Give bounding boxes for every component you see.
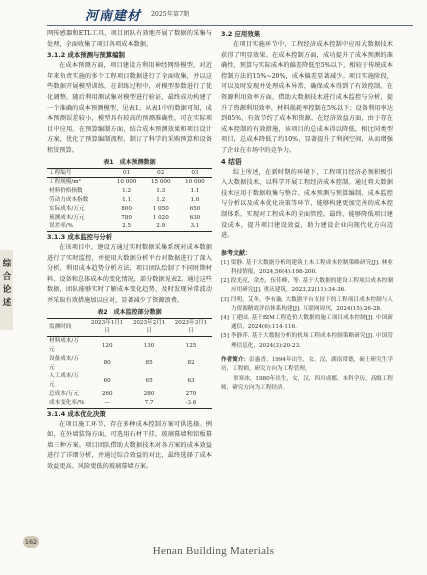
table-cell: 280 [143,391,155,398]
table-header-cell: 03 [191,169,199,176]
paragraph: 在项目施工环节，存在多种成本控制方案可供选择。例如，在外墙装饰方面，可选用石材干挂、玻璃幕墙和铝板幕墙三种方案。项目团队借助大数据技术对各方案的成本效益进行了详细分析，并通过综合效益的对比，最终选择了成本效益更高、风险更低的玻璃幕墙方案。 [47,420,212,471]
header-rule [47,25,413,26]
table-header-cell: 监测时间 [49,324,72,331]
table-cell: 设备成本/万元 [49,355,79,371]
reference-item: [2] 段光亮，余杰，伍佳峰，等. 基于大数据的建设工程项目成本控制应用研究[J]. 重庆建筑，2023,22(11):34-36. [221,278,393,294]
reference-item: [3] 闫明，艾冬，李有璇. 大数据平台支持下的工程项目成本控制与人力资源精效评估体系构建[J]. 互联网周刊，2024(15):26-28. [221,296,393,312]
table-cell: 1.0 [190,196,200,203]
table-header-cell: 2023年3月1日 [174,319,208,335]
table-cell: 1 050 [152,205,169,212]
table-cell: 材料成本/万元 [49,338,79,354]
cost-prediction-table [47,168,212,233]
table-cell: 预测成本/万元 [49,214,85,221]
table-header-row [47,168,212,178]
table-cell: 85 [145,360,153,367]
table-row [47,178,212,187]
section-tab-char: 合 [2,272,12,282]
issue-label: 2025年第7期 [151,11,190,18]
table-cell: 1.1 [122,196,132,203]
table-row [47,399,212,408]
footer-journal-name: Henan Building Materials [152,545,275,557]
table-cell: 1.2 [122,188,132,195]
paragraph: 在项目实施环节中，工程经济成本控制中应用大数据技术获得了明显效果。在成本控制方面，成功提升了成本预测的准确性，预算与实际成本的偏差降低至5%以下，相较于传统成本控制方法的15%~20%，成本偏差显著减少。项目实施阶段，可以及时发现并处理成本异常，确保成本得到了有效控制。在资源利用效率方面，借助大数据技术进行成本监控与分析，提升了资源利用效率，材料损耗率控制在5%以下；设备利用率达到85%，有效节约了成本和资源。在经济效益方面，由于存在成本控制的有效措施，该项目的总成本得以降低，相比同类型项目，总成本降低了约10%，显著提升了利润空间，从而增强了企业在市场中的竞争力。 [221,41,393,154]
table-cell: 成本变化率/% [49,399,85,406]
table-row [47,205,212,214]
table-cell: 1.2 [156,196,166,203]
page-number: 162 [24,538,38,546]
table-header-cell: 02 [157,169,165,176]
table-cell: 15 000 [150,179,171,186]
table-cell: -3.6 [185,399,197,406]
left-column [47,29,212,473]
table-cell: 实际成本/万元 [49,205,85,212]
table-cell: 3.1 [190,223,200,230]
section-heading: 4 结语 [221,157,242,166]
table-cell: 80 [103,360,111,367]
author-bio: 辜寒冰，1980年出生，女，汉，四川成都，本科学历，高级工程师，研究方向为工程经济。 [221,375,393,391]
table-row [47,196,212,205]
table-cell: 130 [143,342,155,349]
table-cell: 270 [185,391,197,398]
paragraph: 网传感器和ETL工具，项目团队有效地开展了数据的采集与处理，全面收集了项目各项成本数据。 [47,30,212,48]
journal-logo: 河南建材 [85,9,142,24]
table-cell: 材料价格指数 [49,188,83,195]
table-row [47,214,212,223]
page-header [47,4,413,26]
author-bio-text: 彭惠香，1994年出生，女，汉，湖南常德，硕士研究生学历，工程师，研究方向为工程管理。 [221,356,393,373]
reference-item: [5] 李静萍. 基于大数据分析的机场工程成本控制策略研究[J]. 中国管理信息化，2024(3):20-23. [221,333,393,349]
references-list [221,259,393,351]
author-bio-label: 作者简介： [221,356,250,363]
section-heading: 3.1.3 成本监控与分析 [47,233,113,242]
reference-item: [1] 梁静. 基于大数据分析的建筑土木工程成本控制策略研究[J]. 林业科技情报，2024,56(4):198-200. [221,259,393,275]
reference-item: [4] 丁建国. 基于BIM工程造价大数据的施工项目成本控制[J]. 中国新通信，2024(6):114-116. [221,314,393,331]
table-cell: 125 [185,342,197,349]
paragraph: 综上所述，在新时期的环境下，工程项目经济必须积极引入大数据技术，以科学开展工程经济成本控制。通过将大数据技术应用于数据收集与整合、成本预测与预算编制、成本监控与分析以及成本优化决策等环节，能够构建更加完善的成本控制体系，实现对工程成本的全面管控。最终，能够降低项目建设成本，提升项目建设效益，助力建设企业向现代化方向迈进。 [221,168,393,240]
table-caption: 表2 成本监控部分数据 [97,308,162,316]
table-cell: 82 [187,360,195,367]
table-cell: 10 000 [116,179,137,186]
section-tab-char: 述 [2,298,12,308]
table-header-cell: 工程编号 [49,169,72,176]
section-tab-char: 综 [2,259,12,269]
cost-monitoring-table [47,318,212,409]
table-cell: 2.9 [156,223,166,230]
section-tab-char: 论 [2,285,12,295]
section-heading: 3.1.4 成本优化决策 [47,409,106,418]
paragraph: 在该项目中，建设方通过实时数据采集系统对成本数据进行了实时监控，并使用大数据分析平台对数据进行了深入分析，利用成本趋势分析方法，项目团队绘制了不同时期材料、设备和总体成本的变化情况，部分数据见表2。通过这些数据，团队能够实时了解成本变化趋势，及时发现异常波动并采取有效措施加以应对，显著减少了资源浪费。 [47,244,212,305]
table-cell: 误差率/% [49,223,73,230]
table-header-cell: 01 [123,169,131,176]
table-row [47,187,212,196]
table-cell: 650 [189,205,201,212]
table-row [47,372,212,390]
table-caption: 表1 成本预测数据 [103,158,156,166]
table-cell: 1.3 [156,188,166,195]
table-cell: 人工成本/万元 [49,373,79,389]
table-cell: 7.7 [144,399,154,406]
table-cell: 800 [121,205,132,212]
paragraph: 在成本预测方面，项目建设方利用神经网络模型，对近年来负责实施的多个工程项目数据进行了全面收集，并以这些数据开展模型训练。在训练过程中，对模型参数进行了优化调整，随后利用测试集对模型进行验证，最终成功构建了一个准确的成本预测模型，见表1。从表1中的数据可知，成本预测误差较小，模型具有较高的预测准确性，可在实际项目中应用。在预算编制方面，结合成本预测效果和项目设计方案，优化了预算编制流程，制订了科学的采购预算和设备租赁预算。 [47,62,212,154]
table-cell: 工程规模/m² [49,179,81,186]
author-bio [221,356,393,375]
references-heading: 参考文献： [221,249,252,257]
table-header-cell: 2023年2月1日 [132,319,166,335]
table-row [47,222,212,231]
table-cell: 2.5 [122,223,132,230]
table-cell: 260 [101,391,113,398]
table-row [47,355,212,373]
table-cell: — [104,399,110,406]
table-cell: 1 020 [152,214,169,221]
table-header-cell: 2023年1月1日 [90,319,124,335]
table-cell: 120 [101,342,113,349]
table-cell: 劳动力成本指数 [49,196,89,203]
table-cell: 780 [121,214,132,221]
table-cell: 60 [103,377,111,384]
table-cell: 630 [189,214,201,221]
table-cell: 1.1 [190,188,200,195]
section-heading: 3.1.2 成本预测与预算编制 [47,51,125,60]
table-row [47,337,212,355]
section-heading: 3.2 应用效果 [221,30,261,38]
table-row [47,390,212,399]
table-cell: 总成本/万元 [49,391,79,398]
right-column [221,29,393,393]
section-tab-label [2,258,12,310]
table-header-row [47,318,212,337]
table-cell: 10 000 [185,179,205,186]
table-cell: 65 [145,377,153,384]
table-cell: 63 [187,377,195,384]
